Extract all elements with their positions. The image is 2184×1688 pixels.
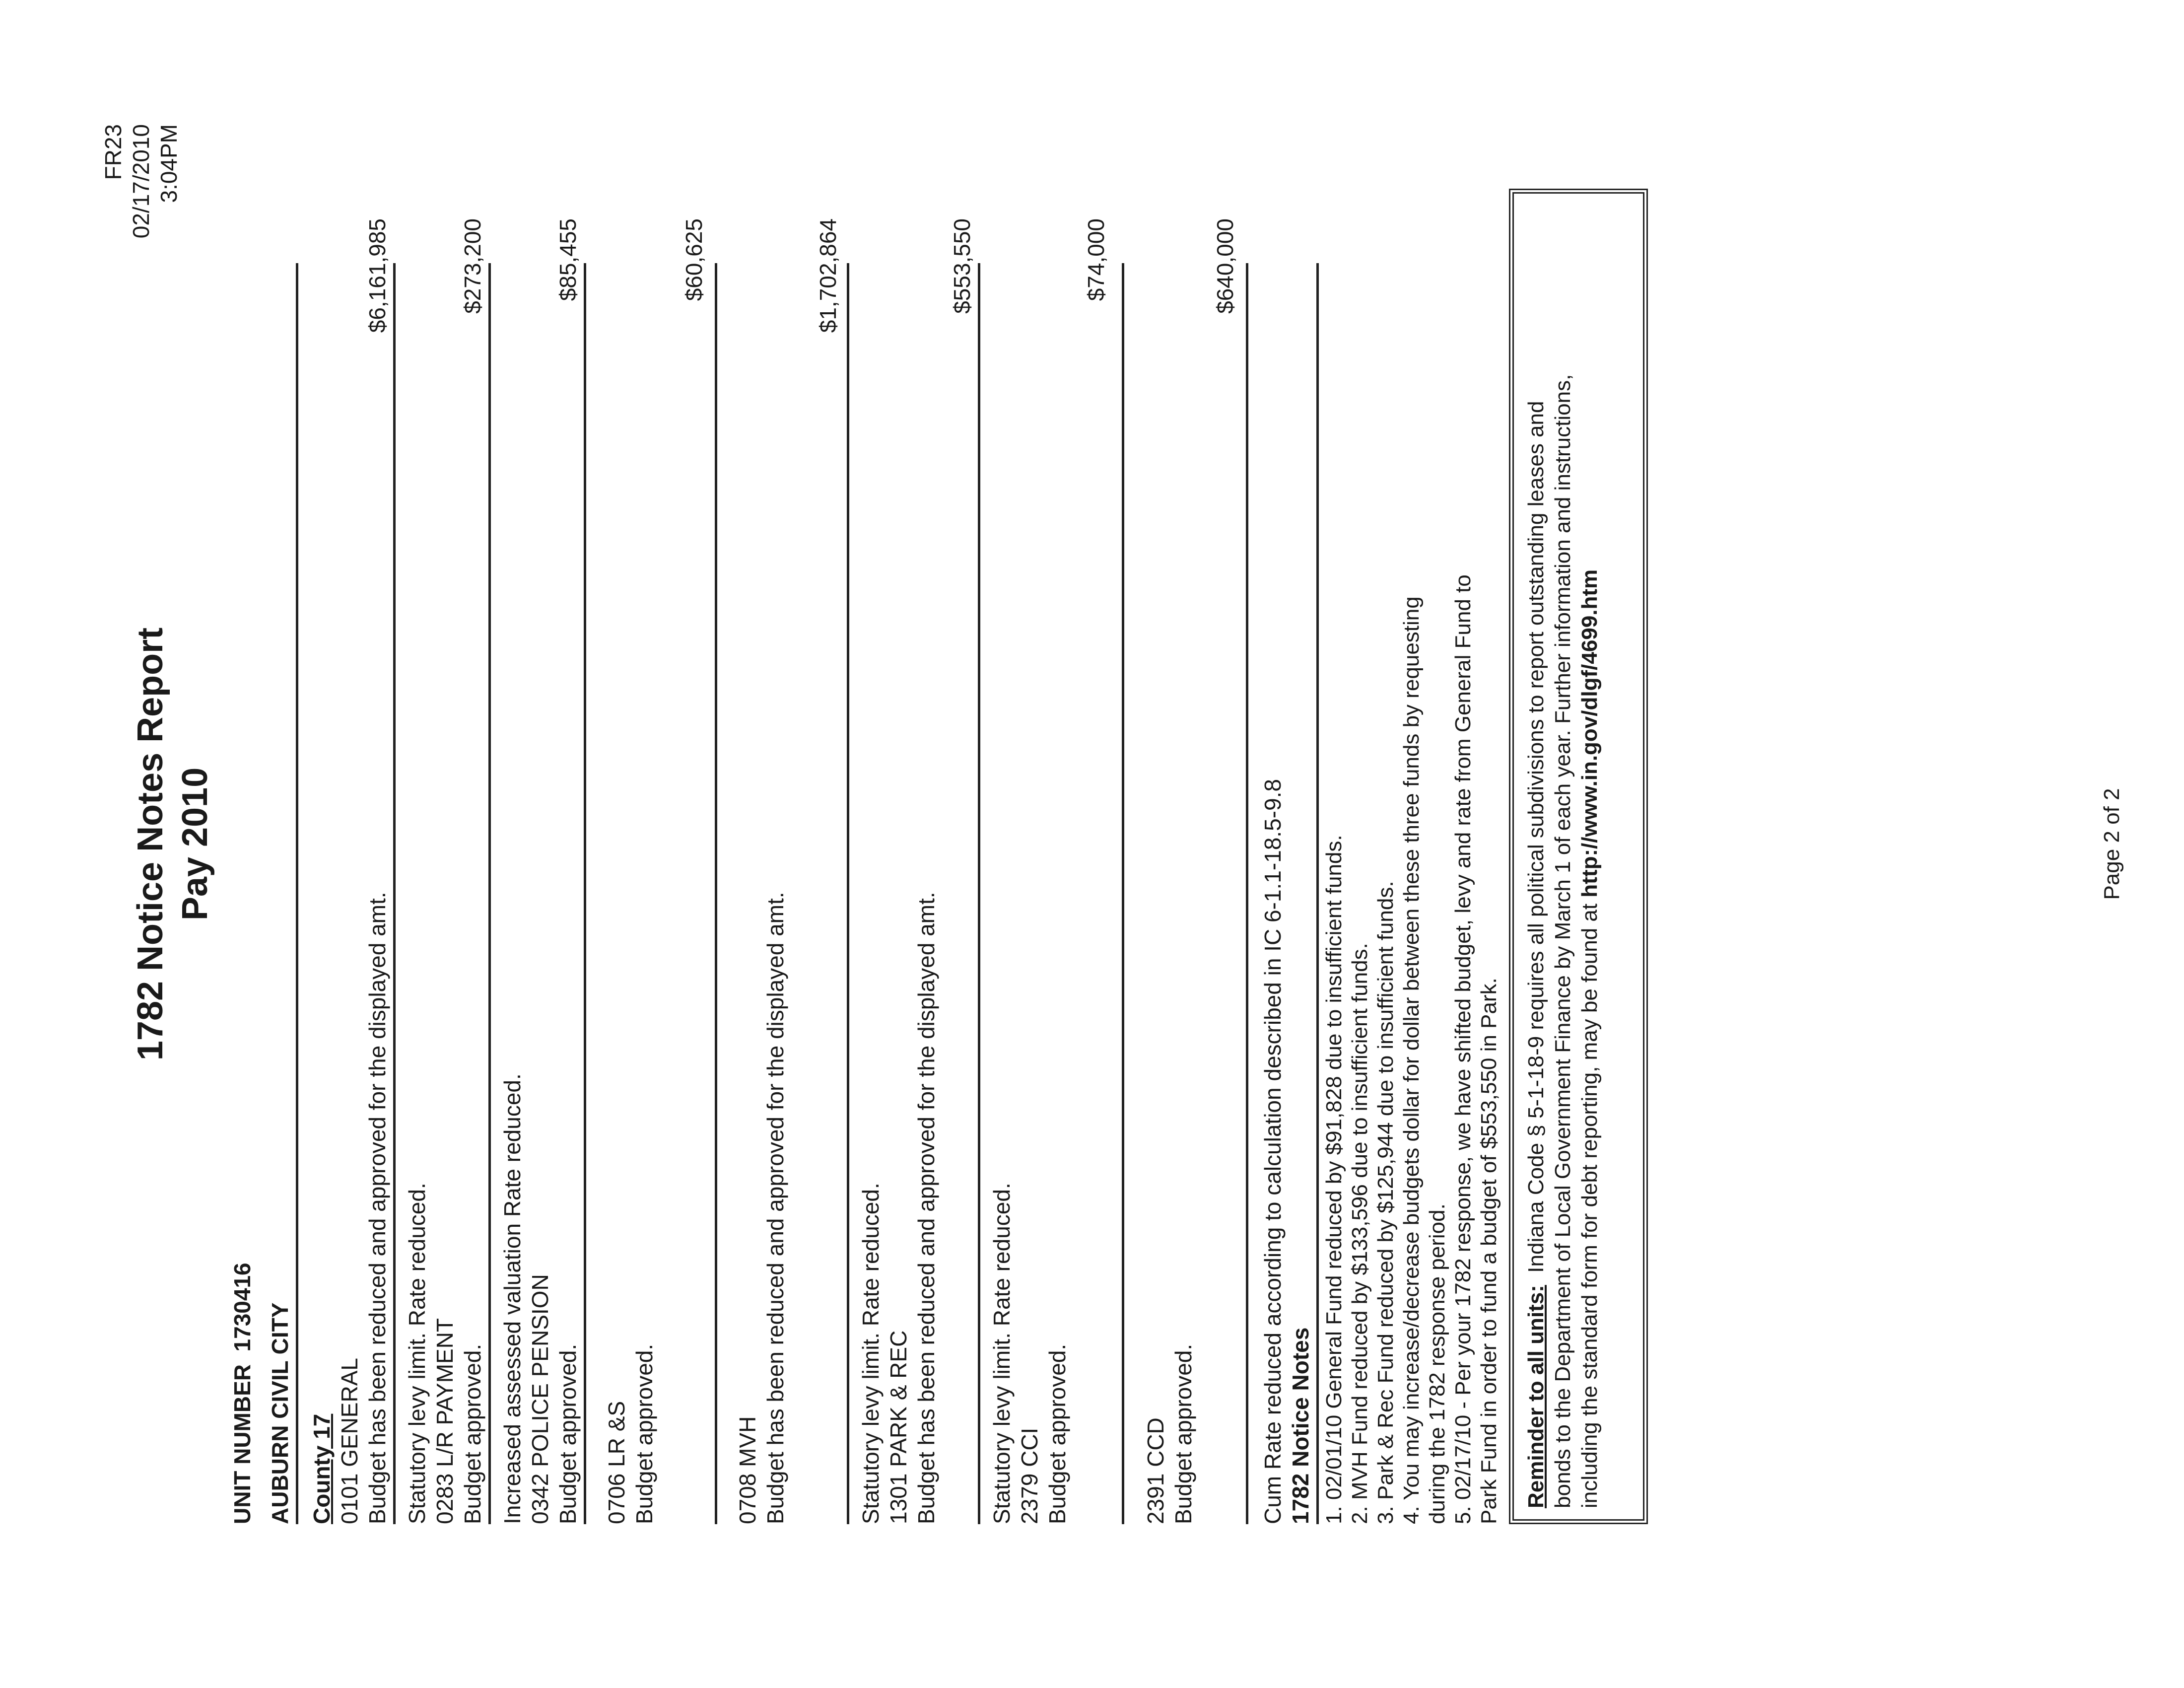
fund-amount: $74,000 bbox=[1083, 218, 1109, 301]
fund-heading: Statutory levy limit. Rate reduced. bbox=[989, 1183, 1015, 1524]
fund-heading: Increased assessed valuation Rate reduced. bbox=[499, 1073, 525, 1524]
divider bbox=[296, 263, 298, 1524]
reminder-label: Reminder to all units: bbox=[1524, 1285, 1548, 1508]
divider bbox=[393, 263, 396, 1524]
report-date: 02/17/2010 bbox=[128, 124, 154, 239]
fund-name: 2379 CCI bbox=[1017, 1427, 1042, 1524]
report-subtitle: Pay 2010 bbox=[175, 767, 215, 921]
fund-amount: $640,000 bbox=[1212, 218, 1238, 314]
fund-name: 0101 GENERAL bbox=[337, 1358, 362, 1524]
unit-number-label: UNIT NUMBER bbox=[229, 1364, 255, 1524]
unit-number-value: 1730416 bbox=[229, 1263, 255, 1352]
divider bbox=[978, 263, 980, 1524]
divider bbox=[1246, 263, 1248, 1524]
reminder-text: bonds to the Department of Local Government Finance by March 1 of each year. Further information and instructions, bbox=[1551, 374, 1575, 1508]
note-line: 3. Park & Rec Fund reduced by $125,944 due to insufficient funds. bbox=[1373, 881, 1398, 1524]
fund-name: 0708 MVH bbox=[735, 1416, 760, 1524]
fund-name: 1301 PARK & REC bbox=[886, 1330, 911, 1524]
fund-heading: Statutory levy limit. Rate reduced. bbox=[858, 1183, 884, 1524]
note-line: during the 1782 response period. bbox=[1425, 1203, 1449, 1524]
fund-amount: $6,161,985 bbox=[364, 218, 390, 333]
reminder-line bbox=[1576, 205, 1603, 1508]
page-number: Page 2 of 2 bbox=[2100, 788, 2124, 900]
report-title: 1782 Notice Notes Report bbox=[131, 627, 170, 1061]
divider bbox=[488, 263, 491, 1524]
reminder-box bbox=[1509, 189, 1648, 1524]
fund-note: Budget approved. bbox=[555, 1343, 581, 1524]
divider bbox=[1122, 263, 1124, 1524]
divider bbox=[1316, 263, 1319, 1524]
reminder-line bbox=[1523, 205, 1550, 1508]
divider bbox=[715, 263, 717, 1524]
fund-note: Budget has been reduced and approved for the displayed amt. bbox=[762, 892, 788, 1524]
reminder-text: Indiana Code § 5-1-18-9 requires all political subdivisions to report outstanding leases and bbox=[1524, 401, 1548, 1273]
fund-name: 0283 L/R PAYMENT bbox=[432, 1318, 458, 1524]
fund-note: Budget approved. bbox=[460, 1343, 485, 1524]
divider bbox=[584, 263, 586, 1524]
fund-name: 0342 POLICE PENSION bbox=[527, 1274, 553, 1524]
fund-name: 0706 LR &S bbox=[604, 1401, 629, 1524]
reminder-text: including the standard form for debt reporting, may be found at bbox=[1577, 903, 1602, 1508]
fund-note: Budget has been reduced and approved for the displayed amt. bbox=[364, 892, 390, 1524]
fund-amount: $85,455 bbox=[555, 218, 581, 301]
fund-note: Budget approved. bbox=[1170, 1343, 1196, 1524]
fund-name: 2391 CCD bbox=[1143, 1417, 1168, 1524]
county-heading: County 17 bbox=[309, 1413, 335, 1524]
fund-amount: $553,550 bbox=[949, 218, 975, 314]
note-line: 4. You may increase/decrease budgets dollar for dollar between these three funds by requesting bbox=[1399, 596, 1424, 1524]
fund-heading: Statutory levy limit. Rate reduced. bbox=[404, 1183, 430, 1524]
note-line: 1. 02/01/10 General Fund reduced by $91,828 due to insufficient funds. bbox=[1322, 835, 1346, 1524]
divider bbox=[847, 263, 849, 1524]
fund-note: Budget approved. bbox=[631, 1343, 657, 1524]
reminder-link[interactable]: http://www.in.gov/dlgf/4699.htm bbox=[1577, 569, 1602, 898]
form-code: FR23 bbox=[100, 124, 126, 180]
note-line: 5. 02/17/10 - Per your 1782 response, we have shifted budget, levy and rate from General Fund to bbox=[1451, 574, 1475, 1524]
fund-amount: $60,625 bbox=[681, 218, 707, 301]
fund-amount: $273,200 bbox=[460, 218, 485, 314]
note-line: Park Fund in order to fund a budget of $553,550 in Park. bbox=[1477, 978, 1501, 1524]
cum-rate-note: Cum Rate reduced according to calculation described in IC 6-1.1-18.5-9.8 bbox=[1260, 779, 1286, 1524]
fund-note: Budget approved. bbox=[1044, 1343, 1070, 1524]
report-time: 3:04PM bbox=[156, 124, 182, 203]
unit-number bbox=[228, 1263, 256, 1524]
notes-heading: 1782 Notice Notes bbox=[1288, 1327, 1313, 1524]
fund-amount: $1,702,864 bbox=[815, 218, 841, 333]
unit-name: AUBURN CIVIL CITY bbox=[267, 1302, 293, 1524]
fund-note: Budget has been reduced and approved for the displayed amt. bbox=[913, 892, 939, 1524]
note-line: 2. MVH Fund reduced by $133,596 due to insufficient funds. bbox=[1348, 943, 1372, 1524]
